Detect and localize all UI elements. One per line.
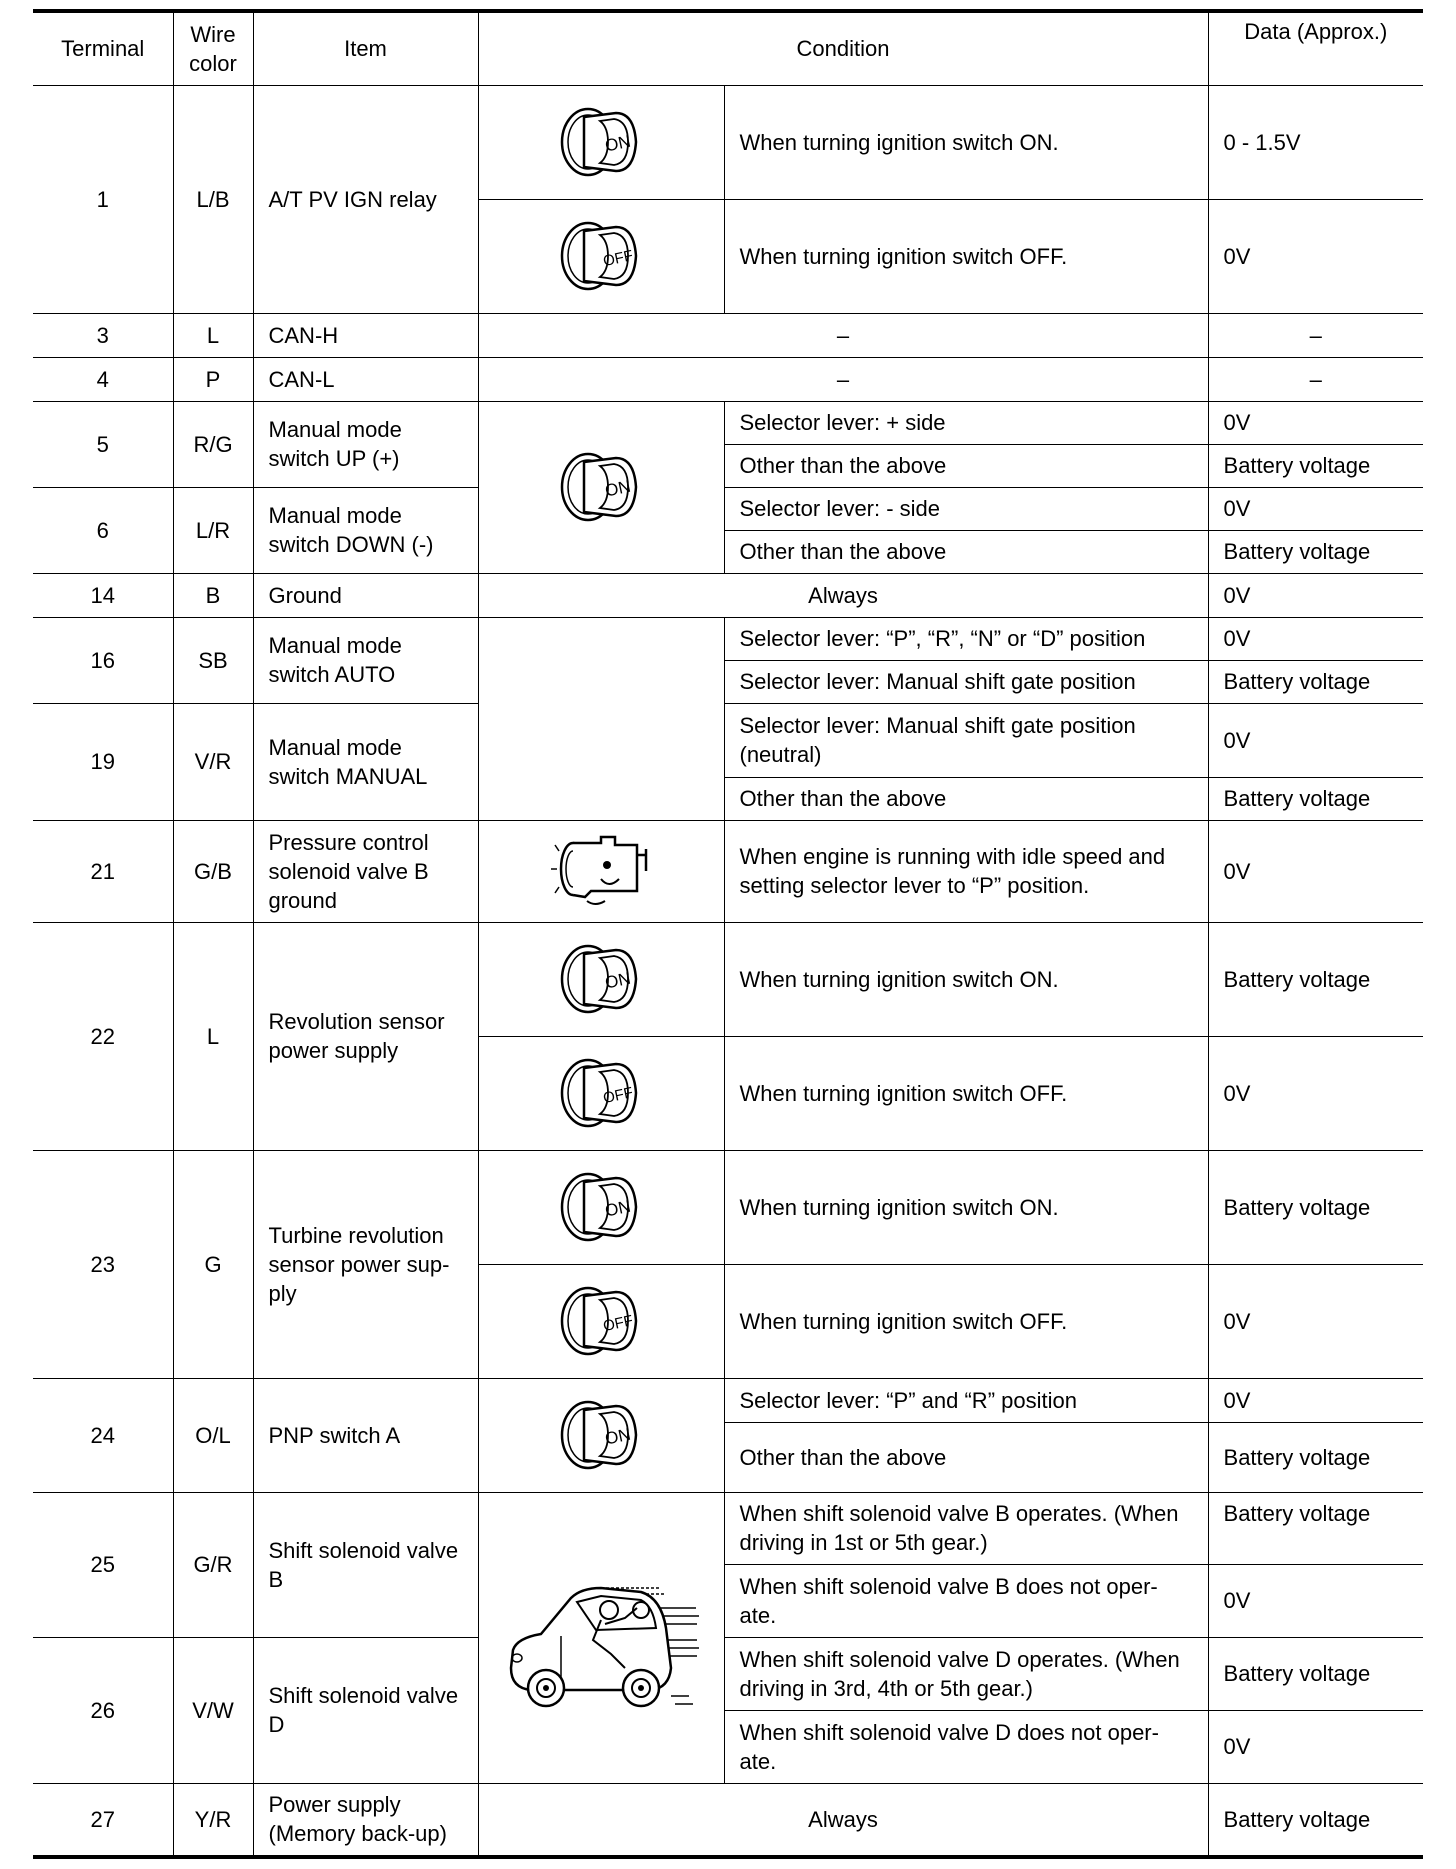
data-cell: 0V [1208, 703, 1423, 777]
terminal-cell: 4 [33, 357, 173, 401]
wire-color-cell: O/L [173, 1378, 253, 1492]
table-row [33, 313, 1423, 357]
ignition-off-icon [478, 1036, 724, 1150]
data-cell: 0V [1208, 1378, 1423, 1422]
data-cell: 0V [1208, 487, 1423, 530]
svg-text:ON: ON [603, 1424, 633, 1449]
item-cell: Shift solenoid valve D [253, 1637, 478, 1783]
svg-text:ON: ON [603, 968, 633, 993]
item-cell: CAN-L [253, 357, 478, 401]
wire-color-cell: V/R [173, 703, 253, 820]
condition-cell: When shift solenoid valve D does not oper-ate. [724, 1710, 1208, 1783]
data-cell: 0V [1208, 199, 1423, 313]
table-row [33, 1637, 1423, 1710]
condition-cell: When turning ignition switch OFF. [724, 1036, 1208, 1150]
item-cell: A/T PV IGN relay [253, 85, 478, 313]
terminal-cell: 3 [33, 313, 173, 357]
condition-cell: When engine is running with idle speed and setting selector lever to “P” position. [724, 820, 1208, 922]
data-cell: 0V [1208, 1564, 1423, 1637]
wire-color-cell: G/B [173, 820, 253, 922]
header-terminal: Terminal [33, 11, 173, 85]
data-cell: 0V [1208, 617, 1423, 660]
item-cell: Ground [253, 573, 478, 617]
wire-color-cell: B [173, 573, 253, 617]
header-row [33, 11, 1423, 85]
svg-text:OFF: OFF [601, 1084, 635, 1108]
data-cell: 0V [1208, 1710, 1423, 1783]
ignition-off-icon [478, 199, 724, 313]
svg-text:OFF: OFF [601, 247, 635, 271]
condition-cell: When turning ignition switch ON. [724, 1150, 1208, 1264]
table-row [33, 573, 1423, 617]
terminal-data-sheet [33, 9, 1423, 1869]
terminal-cell: 21 [33, 820, 173, 922]
terminal-table [33, 9, 1423, 1859]
condition-cell: Selector lever: Manual shift gate position [724, 660, 1208, 703]
condition-cell: Always [478, 573, 1208, 617]
terminal-cell: 19 [33, 703, 173, 820]
item-cell: Pressure control solenoid valve B ground [253, 820, 478, 922]
data-cell: Battery voltage [1208, 1422, 1423, 1492]
data-cell: Battery voltage [1208, 1637, 1423, 1710]
condition-cell: Other than the above [724, 777, 1208, 820]
condition-cell: When shift solenoid valve B operates. (When driving in 1st or 5th gear.) [724, 1492, 1208, 1564]
terminal-cell: 6 [33, 487, 173, 573]
ignition-on-icon [478, 85, 724, 199]
data-cell: – [1208, 357, 1423, 401]
svg-text:OFF: OFF [601, 1312, 635, 1336]
terminal-cell: 22 [33, 922, 173, 1150]
table-row [33, 1378, 1423, 1422]
wire-color-cell: L/R [173, 487, 253, 573]
condition-cell: Other than the above [724, 530, 1208, 573]
condition-cell: Always [478, 1783, 1208, 1857]
condition-cell: Other than the above [724, 1422, 1208, 1492]
data-cell: – [1208, 313, 1423, 357]
terminal-cell: 23 [33, 1150, 173, 1378]
engine-running-icon [478, 820, 724, 922]
header-data: Data (Approx.) [1208, 11, 1423, 85]
table-row [33, 1150, 1423, 1264]
terminal-cell: 1 [33, 85, 173, 313]
table-row [33, 357, 1423, 401]
condition-cell: Selector lever: - side [724, 487, 1208, 530]
item-cell: Turbine revolution sensor power sup-ply [253, 1150, 478, 1378]
table-row [33, 487, 1423, 530]
table-row [33, 1492, 1423, 1564]
svg-text:ON: ON [603, 1196, 633, 1221]
condition-cell: – [478, 357, 1208, 401]
item-cell: Manual mode switch DOWN (-) [253, 487, 478, 573]
ignition-on-icon [478, 922, 724, 1036]
item-cell: Power supply (Memory back-up) [253, 1783, 478, 1857]
item-cell: Manual mode switch MANUAL [253, 703, 478, 820]
data-cell: Battery voltage [1208, 530, 1423, 573]
wire-color-cell: Y/R [173, 1783, 253, 1857]
wire-color-cell: L/B [173, 85, 253, 313]
wire-color-cell: L [173, 313, 253, 357]
condition-cell: When turning ignition switch ON. [724, 922, 1208, 1036]
wire-color-cell: G [173, 1150, 253, 1378]
data-cell: Battery voltage [1208, 1492, 1423, 1564]
data-cell: 0 - 1.5V [1208, 85, 1423, 199]
item-cell: Manual mode switch UP (+) [253, 401, 478, 487]
condition-cell: When shift solenoid valve D operates. (When driving in 3rd, 4th or 5th gear.) [724, 1637, 1208, 1710]
table-row [33, 1783, 1423, 1857]
header-item: Item [253, 11, 478, 85]
condition-cell: – [478, 313, 1208, 357]
condition-cell: Selector lever: “P” and “R” position [724, 1378, 1208, 1422]
wire-color-cell: SB [173, 617, 253, 703]
condition-cell: Selector lever: “P”, “R”, “N” or “D” position [724, 617, 1208, 660]
terminal-cell: 16 [33, 617, 173, 703]
item-cell: Revolution sensor power supply [253, 922, 478, 1150]
svg-text:ON: ON [603, 476, 633, 501]
data-cell: 0V [1208, 1264, 1423, 1378]
item-cell: CAN-H [253, 313, 478, 357]
table-row [33, 703, 1423, 777]
terminal-cell: 25 [33, 1492, 173, 1637]
header-wire-color: Wire color [173, 11, 253, 85]
data-cell: 0V [1208, 1036, 1423, 1150]
condition-cell: When turning ignition switch ON. [724, 85, 1208, 199]
data-cell: 0V [1208, 401, 1423, 444]
wire-color-cell: R/G [173, 401, 253, 487]
ignition-off-icon [478, 1264, 724, 1378]
condition-cell: When turning ignition switch OFF. [724, 1264, 1208, 1378]
wire-color-cell: G/R [173, 1492, 253, 1637]
condition-cell: Selector lever: Manual shift gate position (neutral) [724, 703, 1208, 777]
terminal-cell: 24 [33, 1378, 173, 1492]
table-row [33, 85, 1423, 199]
table-row [33, 617, 1423, 660]
table-row [33, 922, 1423, 1036]
condition-cell: When turning ignition switch OFF. [724, 199, 1208, 313]
table-row [33, 401, 1423, 444]
terminal-cell: 27 [33, 1783, 173, 1857]
data-cell: 0V [1208, 820, 1423, 922]
wire-color-cell: L [173, 922, 253, 1150]
wire-color-cell: P [173, 357, 253, 401]
ignition-on-icon [478, 401, 724, 573]
data-cell: Battery voltage [1208, 922, 1423, 1036]
table-row [33, 820, 1423, 922]
item-cell: PNP switch A [253, 1378, 478, 1492]
condition-cell: Selector lever: + side [724, 401, 1208, 444]
data-cell: 0V [1208, 573, 1423, 617]
item-cell: Manual mode switch AUTO [253, 617, 478, 703]
ignition-on-icon [478, 1150, 724, 1264]
condition-cell: Other than the above [724, 444, 1208, 487]
condition-cell: When shift solenoid valve B does not oper-ate. [724, 1564, 1208, 1637]
blank-icon-cell [478, 617, 724, 820]
data-cell: Battery voltage [1208, 1783, 1423, 1857]
header-condition: Condition [478, 11, 1208, 85]
svg-text:ON: ON [603, 131, 633, 156]
driving-car-icon [478, 1492, 724, 1783]
data-cell: Battery voltage [1208, 1150, 1423, 1264]
terminal-cell: 14 [33, 573, 173, 617]
data-cell: Battery voltage [1208, 777, 1423, 820]
item-cell: Shift solenoid valve B [253, 1492, 478, 1637]
wire-color-cell: V/W [173, 1637, 253, 1783]
terminal-cell: 5 [33, 401, 173, 487]
data-cell: Battery voltage [1208, 660, 1423, 703]
terminal-cell: 26 [33, 1637, 173, 1783]
data-cell: Battery voltage [1208, 444, 1423, 487]
ignition-on-icon [478, 1378, 724, 1492]
